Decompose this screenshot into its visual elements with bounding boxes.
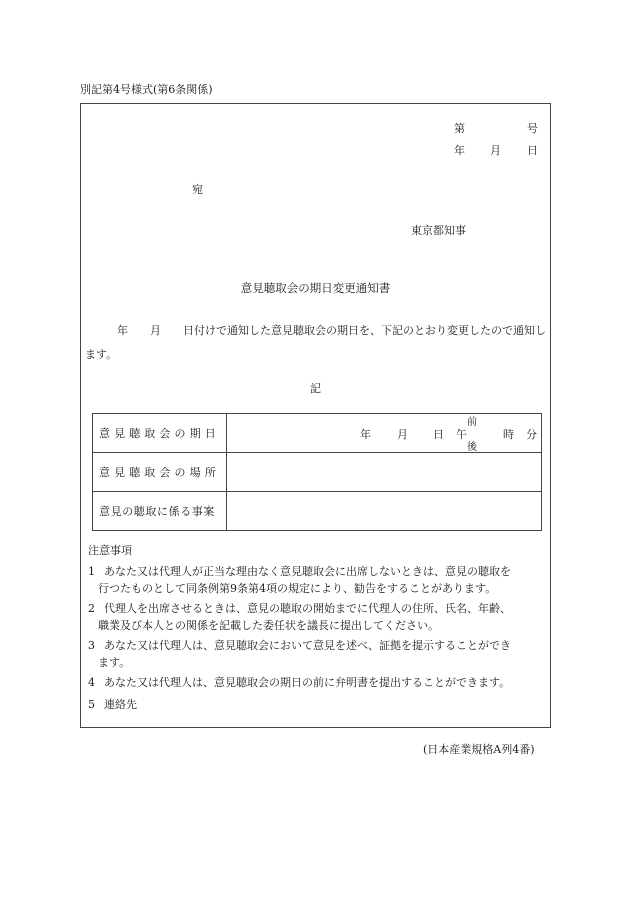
sender: 東京都知事 xyxy=(411,224,466,237)
note-line: あなた又は代理人は、意見聴取会の期日の前に弁明書を提出することができます。 xyxy=(104,676,511,689)
date-month: 月 xyxy=(490,144,501,157)
meeting-am: 前 xyxy=(467,417,477,428)
meeting-year: 年 xyxy=(360,428,371,441)
date-day: 日 xyxy=(527,144,538,157)
number-prefix: 第 xyxy=(454,122,465,135)
note-number: 5 xyxy=(88,698,95,711)
note-number: 2 xyxy=(88,602,95,615)
note-item xyxy=(88,696,544,713)
note-line: あなた又は代理人は、意見聴取会において意見を述べ、証拠を提示することができ xyxy=(104,639,511,652)
case-label: 意見の聴取に係る事案 xyxy=(99,505,215,518)
addressee: 宛 xyxy=(192,183,203,196)
note-line: ます。 xyxy=(98,656,131,669)
note-number: 1 xyxy=(88,565,95,578)
notes-heading: 注意事項 xyxy=(88,544,132,557)
note-item xyxy=(88,637,544,671)
number-suffix: 号 xyxy=(527,122,538,135)
date-value-cell xyxy=(227,414,542,453)
date-year: 年 xyxy=(454,144,465,157)
meeting-month: 月 xyxy=(397,428,408,441)
body-text: 年 月 日付けで通知した意見聴取会の期日を、下記のとおり変更したので通知します。 xyxy=(85,324,546,361)
meeting-day: 日 xyxy=(433,428,444,441)
note-number: 3 xyxy=(88,639,95,652)
info-table xyxy=(92,413,542,531)
note-item xyxy=(88,600,544,634)
note-item xyxy=(88,674,544,691)
form-label: 別記第4号様式(第6条関係) xyxy=(80,83,213,96)
date-label-cell xyxy=(93,414,227,453)
notice-frame xyxy=(80,103,551,728)
note-line: 連絡先 xyxy=(104,698,137,711)
note-item xyxy=(88,563,544,597)
table-row xyxy=(93,492,542,531)
document-title: 意見聴取会の期日変更通知書 xyxy=(240,281,391,295)
place-value-cell xyxy=(227,453,542,492)
date-label: 意見聴取会の期日 xyxy=(99,427,220,440)
meeting-minute: 分 xyxy=(526,428,537,441)
note-line: あなた又は代理人が正当な理由なく意見聴取会に出席しないときは、意見の聴取を xyxy=(104,565,511,578)
place-label: 意見聴取会の場所 xyxy=(99,466,220,479)
note-line: 職業及び本人との関係を記載した委任状を議長に提出してください。 xyxy=(98,619,439,632)
paper-size-note: (日本産業規格A列4番) xyxy=(423,743,535,756)
place-label-cell xyxy=(93,453,227,492)
meeting-pm: 後 xyxy=(467,442,477,453)
note-number: 4 xyxy=(88,676,95,689)
meeting-hour: 時 xyxy=(503,428,514,441)
table-row xyxy=(93,414,542,453)
note-line: 行つたものとして同条例第9条第4項の規定により、勧告をすることがあります。 xyxy=(98,582,497,595)
note-line: 代理人を出席させるときは、意見の聴取の開始までに代理人の住所、氏名、年齢、 xyxy=(104,602,511,615)
case-value-cell xyxy=(227,492,542,531)
record-mark: 記 xyxy=(310,382,321,395)
table-row xyxy=(93,453,542,492)
meeting-noon: 午 xyxy=(456,428,467,441)
case-label-cell xyxy=(93,492,227,531)
